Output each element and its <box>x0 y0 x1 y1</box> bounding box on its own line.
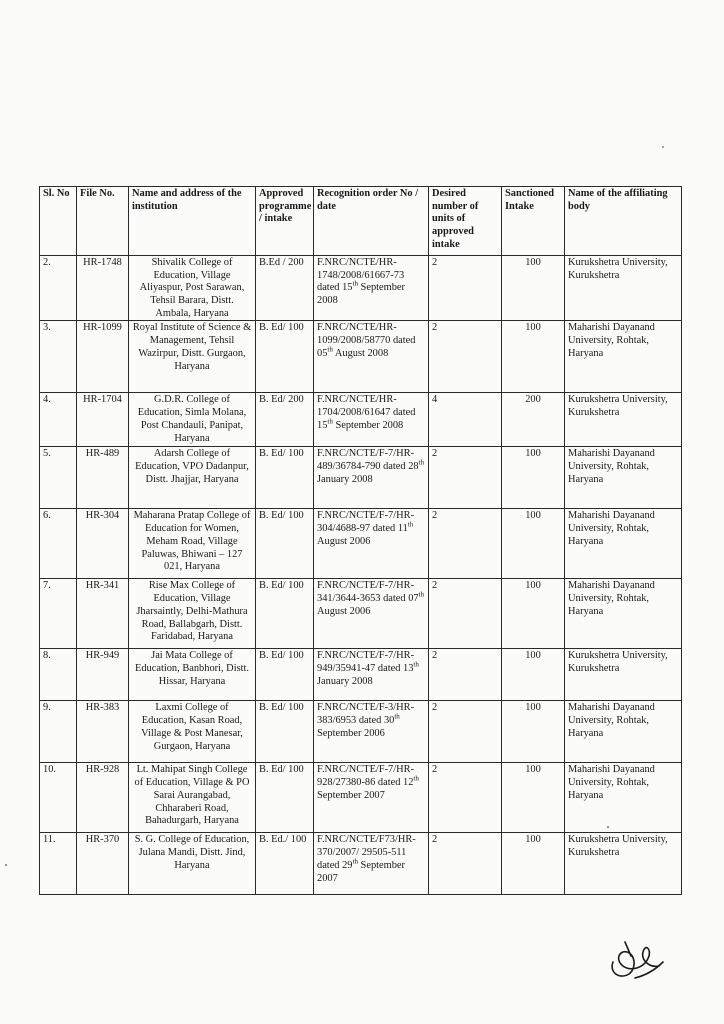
header-name-address: Name and address of the institution <box>129 187 256 256</box>
cell-approved-programme: B. Ed/ 100 <box>256 579 314 649</box>
cell-sanctioned-intake: 100 <box>502 763 565 833</box>
order-date-rest: September 2006 <box>317 727 385 739</box>
cell-sl-no: 8. <box>40 649 77 701</box>
cell-affiliating-body: Maharishi Dayanand University, Rohtak, Haryana <box>565 763 682 833</box>
cell-file-no: HR-489 <box>77 447 129 509</box>
cell-desired-units: 4 <box>429 393 502 447</box>
cell-desired-units: 2 <box>429 321 502 393</box>
header-approved-programme: Approved programme / intake <box>256 187 314 256</box>
scan-speck <box>662 146 664 148</box>
cell-recognition-order <box>314 763 429 833</box>
header-recognition-order: Recognition order No / date <box>314 187 429 256</box>
cell-name-address: Adarsh College of Education, VPO Dadanpur, Distt. Jhajjar, Haryana <box>129 447 256 509</box>
cell-sl-no: 10. <box>40 763 77 833</box>
cell-approved-programme: B. Ed/ 100 <box>256 509 314 579</box>
cell-approved-programme: B. Ed/ 100 <box>256 447 314 509</box>
table-row <box>40 256 682 321</box>
scan-speck <box>5 864 7 866</box>
cell-desired-units: 2 <box>429 833 502 895</box>
table-row <box>40 649 682 701</box>
cell-desired-units: 2 <box>429 447 502 509</box>
cell-sanctioned-intake: 100 <box>502 701 565 763</box>
cell-file-no: HR-928 <box>77 763 129 833</box>
cell-affiliating-body: Maharishi Dayanand University, Rohtak, Haryana <box>565 447 682 509</box>
cell-recognition-order <box>314 649 429 701</box>
order-date-rest: September 2008 <box>317 282 405 307</box>
cell-affiliating-body: Maharishi Dayanand University, Rohtak, Haryana <box>565 579 682 649</box>
order-number: F.NRC/NCTE/HR-1748/2008/61667-73 <box>317 257 405 281</box>
table-row <box>40 509 682 579</box>
order-dated: dated 05 <box>317 335 416 359</box>
table-row <box>40 321 682 393</box>
order-date-suffix: th <box>413 660 419 669</box>
cell-file-no: HR-949 <box>77 649 129 701</box>
cell-file-no: HR-1748 <box>77 256 129 321</box>
order-dated: dated 11 <box>372 523 408 535</box>
cell-approved-programme: B. Ed./ 100 <box>256 833 314 895</box>
order-date-suffix: th <box>327 345 333 354</box>
table-row <box>40 393 682 447</box>
cell-affiliating-body: Maharishi Dayanand University, Rohtak, Haryana <box>565 701 682 763</box>
cell-name-address: Jai Mata College of Education, Banbhori, Distt. Hissar, Haryana <box>129 649 256 701</box>
order-number: F.NRC/NCTE/F-7/HR-489/36784-790 <box>317 448 415 473</box>
cell-name-address: Royal Institute of Science & Management, Tehsil Wazirpur, Distt. Gurgaon, Haryana <box>129 321 256 393</box>
cell-sanctioned-intake: 100 <box>502 509 565 579</box>
cell-affiliating-body: Maharishi Dayanand University, Rohtak, Haryana <box>565 509 682 579</box>
order-date-rest: August 2006 <box>317 605 371 617</box>
order-date-suffix: th <box>394 712 400 721</box>
order-number: F.NRC/NCTE/F-7/HR-928/27380-86 <box>317 764 415 789</box>
cell-file-no: HR-304 <box>77 509 129 579</box>
order-date-suffix: th <box>407 520 414 529</box>
cell-sl-no: 9. <box>40 701 77 763</box>
cell-file-no: HR-341 <box>77 579 129 649</box>
order-date-suffix: th <box>327 417 333 426</box>
cell-desired-units: 2 <box>429 649 502 701</box>
cell-recognition-order <box>314 579 429 649</box>
cell-sl-no: 5. <box>40 447 77 509</box>
cell-name-address: Maharana Pratap College of Education for Women, Meham Road, Village Paluwas, Bhiwani – 127 021, Haryana <box>129 509 256 579</box>
cell-file-no: HR-383 <box>77 701 129 763</box>
cell-name-address: G.D.R. College of Education, Simla Molana, Post Chandauli, Panipat, Haryana <box>129 393 256 447</box>
header-sl-no: Sl. No <box>40 187 77 256</box>
institutions-table <box>39 186 682 895</box>
cell-desired-units: 2 <box>429 579 502 649</box>
cell-name-address: S. G. College of Education, Julana Mandi, Distt. Jind, Haryana <box>129 833 256 895</box>
order-date-suffix: th <box>418 590 425 599</box>
order-date-rest: August 2006 <box>317 535 371 547</box>
cell-recognition-order <box>314 833 429 895</box>
order-number: F.NRC/NCTE/F-7/HR-341/3644-3653 <box>317 580 415 605</box>
order-number: F.NRC/NCTE/F-7/HR-304/4688-97 <box>317 510 415 535</box>
cell-affiliating-body: Kurukshetra University, Kurukshetra <box>565 649 682 701</box>
cell-file-no: HR-1099 <box>77 321 129 393</box>
cell-sl-no: 4. <box>40 393 77 447</box>
cell-desired-units: 2 <box>429 701 502 763</box>
order-date-rest: September 2007 <box>317 789 385 801</box>
order-dated: dated 15 <box>317 407 416 431</box>
cell-desired-units: 2 <box>429 509 502 579</box>
table-body <box>40 256 682 895</box>
table-row <box>40 833 682 895</box>
cell-affiliating-body: Kurukshetra University, Kurukshetra <box>565 256 682 321</box>
cell-sanctioned-intake: 100 <box>502 649 565 701</box>
order-date-suffix: th <box>352 857 358 866</box>
order-date-rest: September 2007 <box>317 859 405 884</box>
cell-name-address: Lt. Mahipat Singh College of Education, Village & PO Sarai Aurangabad, Chharaberi Road, Bahadurgarh, Haryana <box>129 763 256 833</box>
header-affiliating-body: Name of the affiliating body <box>565 187 682 256</box>
order-number: F.NRC/NCTE/F-3/HR-383/6953 dated <box>317 702 415 727</box>
cell-affiliating-body: Maharishi Dayanand University, Rohtak, Haryana <box>565 321 682 393</box>
order-date-rest: September 2008 <box>332 419 404 431</box>
header-sanctioned-intake: Sanctioned Intake <box>502 187 565 256</box>
order-dated: dated 29 <box>317 859 353 871</box>
cell-name-address: Shivalik College of Education, Village Aliyaspur, Post Sarawan, Tehsil Barara, Distt. Ambala, Haryana <box>129 256 256 321</box>
cell-file-no: HR-1704 <box>77 393 129 447</box>
cell-approved-programme: B. Ed/ 200 <box>256 393 314 447</box>
cell-approved-programme: B. Ed/ 100 <box>256 701 314 763</box>
cell-recognition-order <box>314 447 429 509</box>
order-date-rest: January 2008 <box>317 675 373 687</box>
order-number: F.NRC/NCTE/F73/HR-370/2007/ 29505-511 <box>317 834 416 859</box>
cell-sanctioned-intake: 100 <box>502 321 565 393</box>
order-dated: dated 07 <box>383 593 419 605</box>
cell-sl-no: 3. <box>40 321 77 393</box>
cell-recognition-order <box>314 256 429 321</box>
order-number: F.NRC/NCTE/HR-1704/2008/61647 <box>317 394 397 419</box>
order-number: F.NRC/NCTE/F-7/HR-949/35941-47 <box>317 650 415 675</box>
cell-sl-no: 2. <box>40 256 77 321</box>
order-dated: 30 <box>383 715 395 727</box>
order-dated: dated 13 <box>377 663 414 675</box>
order-dated: dated 12 <box>377 777 414 789</box>
cell-sanctioned-intake: 100 <box>502 447 565 509</box>
table-header-row <box>40 187 682 256</box>
table-row <box>40 701 682 763</box>
cell-affiliating-body: Kurukshetra University, Kurukshetra <box>565 833 682 895</box>
cell-approved-programme: B.Ed / 200 <box>256 256 314 321</box>
cell-desired-units: 2 <box>429 256 502 321</box>
cell-recognition-order <box>314 701 429 763</box>
table-row <box>40 579 682 649</box>
cell-name-address: Laxmi College of Education, Kasan Road, Village & Post Manesar, Gurgaon, Haryana <box>129 701 256 763</box>
header-file-no: File No. <box>77 187 129 256</box>
cell-recognition-order <box>314 321 429 393</box>
cell-sl-no: 6. <box>40 509 77 579</box>
cell-approved-programme: B. Ed/ 100 <box>256 763 314 833</box>
order-date-rest: August 2008 <box>332 347 389 359</box>
table-row <box>40 447 682 509</box>
cell-desired-units: 2 <box>429 763 502 833</box>
cell-sl-no: 11. <box>40 833 77 895</box>
signature-mark <box>605 932 667 984</box>
cell-sanctioned-intake: 100 <box>502 579 565 649</box>
cell-affiliating-body: Kurukshetra University, Kurukshetra <box>565 393 682 447</box>
order-number: F.NRC/NCTE/HR-1099/2008/58770 <box>317 322 397 347</box>
cell-file-no: HR-370 <box>77 833 129 895</box>
cell-sl-no: 7. <box>40 579 77 649</box>
cell-approved-programme: B. Ed/ 100 <box>256 321 314 393</box>
cell-sanctioned-intake: 100 <box>502 256 565 321</box>
scan-speck <box>607 826 609 828</box>
order-date-suffix: th <box>413 774 419 783</box>
table-row <box>40 763 682 833</box>
order-dated: dated 15 <box>317 282 353 294</box>
cell-sanctioned-intake: 200 <box>502 393 565 447</box>
cell-name-address: Rise Max College of Education, Village Jharsaintly, Delhi-Mathura Road, Ballabgarh, Distt. Faridabad, Haryana <box>129 579 256 649</box>
order-date-suffix: th <box>418 458 425 467</box>
header-desired-units: Desired number of units of approved intake <box>429 187 502 256</box>
cell-approved-programme: B. Ed/ 100 <box>256 649 314 701</box>
cell-recognition-order <box>314 509 429 579</box>
cell-recognition-order <box>314 393 429 447</box>
order-date-rest: January 2008 <box>317 473 373 485</box>
order-dated: dated 28 <box>383 461 419 473</box>
cell-sanctioned-intake: 100 <box>502 833 565 895</box>
order-date-suffix: th <box>352 279 358 288</box>
